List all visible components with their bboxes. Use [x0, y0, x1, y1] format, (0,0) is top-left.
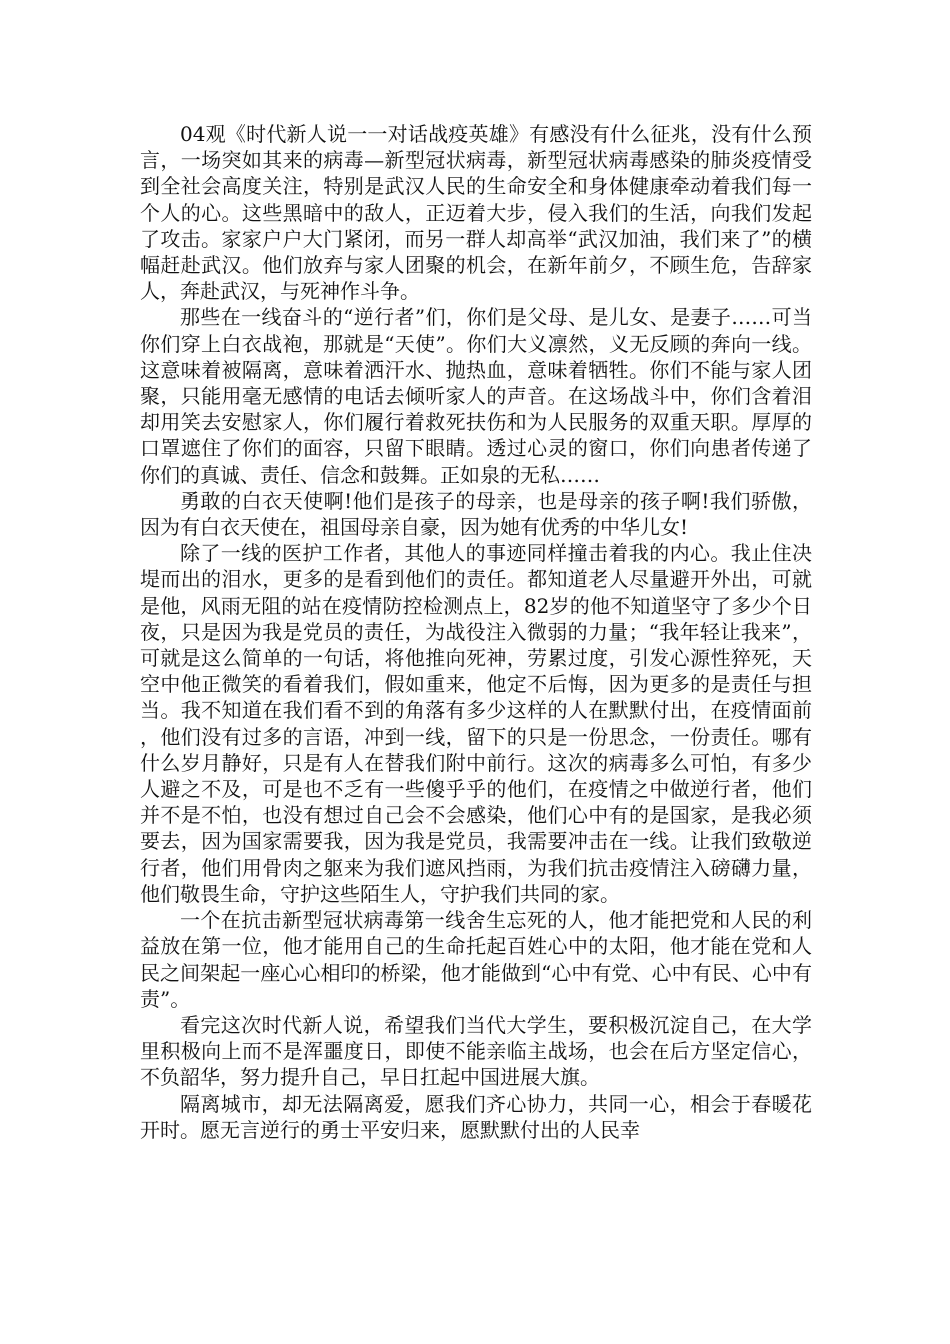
paragraph-1: 04观《时代新人说一一对话战疫英雄》有感没有什么征兆，没有什么预言，一场突如其来的病毒—新型冠状病毒，新型冠状病毒感染的肺炎疫情受到全社会高度关注，特别是武汉人民的生命安全和身体健康牵动着我们每一个人的心。这些黑暗中的敌人，正迈着大步，侵入我们的生活，向我们发起了攻击。家家户户大门紧闭，而另一群人却高举“武汉加油，我们来了”的横幅赶赴武汉。他们放弃与家人团聚的机会，在新年前夕，不顾生危，告辞家人，奔赴武汉，与死神作斗争。	[140, 122, 812, 304]
paragraph-6: 看完这次时代新人说，希望我们当代大学生，要积极沉淀自己，在大学里积极向上而不是浑噩度日，即使不能亲临主战场，也会在后方坚定信心，不负韶华，努力提升自己，早日扛起中国进展大旗。	[140, 1012, 812, 1090]
paragraph-7: 隔离城市，却无法隔离爱，愿我们齐心协力，共同一心，相会于春暖花开时。愿无言逆行的勇士平安归来，愿默默付出的人民幸	[140, 1091, 812, 1142]
paragraph-2: 那些在一线奋斗的“逆行者”们，你们是父母、是儿女、是妻子……可当你们穿上白衣战袍，那就是“天使”。你们大义凛然，义无反顾的奔向一线。这意味着被隔离，意味着洒汗水、抛热血，意味着牺牲。你们不能与家人团聚，只能用毫无感情的电话去倾听家人的声音。在这场战斗中，你们含着泪却用笑去安慰家人，你们履行着救死扶伤和为人民服务的双重天职。厚厚的口罩遮住了你们的面容，只留下眼睛。透过心灵的窗口，你们向患者传递了你们的真诚、责任、信念和鼓舞。正如泉的无私……	[140, 305, 812, 487]
paragraph-4: 除了一线的医护工作者，其他人的事迹同样撞击着我的内心。我止住决堤而出的泪水，更多的是看到他们的责任。都知道老人尽量避开外出，可就是他，风雨无阻的站在疫情防控检测点上，82岁的他不知道坚守了多少个日夜，只是因为我是党员的责任，为战役注入微弱的力量；“我年轻让我来”，可就是这么简单的一句话，将他推向死神，劳累过度，引发心源性猝死，天空中他正微笑的看着我们，假如重来，他定不后悔，因为更多的是责任与担当。我不知道在我们看不到的角落有多少这样的人在默默付出，在疫情面前，他们没有过多的言语，冲到一线，留下的只是一份思念，一份责任。哪有什么岁月静好，只是有人在替我们附中前行。这次的病毒多么可怕，有多少人避之不及，可是也不乏有一些傻乎乎的他们，在疫情之中做逆行者，他们并不是不怕，也没有想过自己会不会感染，他们心中有的是国家，是我必须要去，因为国家需要我，因为我是党员，我需要冲击在一线。让我们致敬逆行者，他们用骨肉之躯来为我们遮风挡雨，为我们抗击疫情注入磅礴力量，他们敬畏生命，守护这些陌生人，守护我们共同的家。	[140, 541, 812, 906]
paragraph-5: 一个在抗击新型冠状病毒第一线舍生忘死的人，他才能把党和人民的利益放在第一位，他才能用自己的生命托起百姓心中的太阳，他才能在党和人民之间架起一座心心相印的桥梁，他才能做到“心中有党、心中有民、心中有责”。	[140, 908, 812, 1011]
essay-body	[140, 121, 812, 1143]
paragraph-3: 勇敢的白衣天使啊!他们是孩子的母亲，也是母亲的孩子啊!我们骄傲，因为有白衣天使在，祖国母亲自豪，因为她有优秀的中华儿女!	[140, 488, 812, 540]
